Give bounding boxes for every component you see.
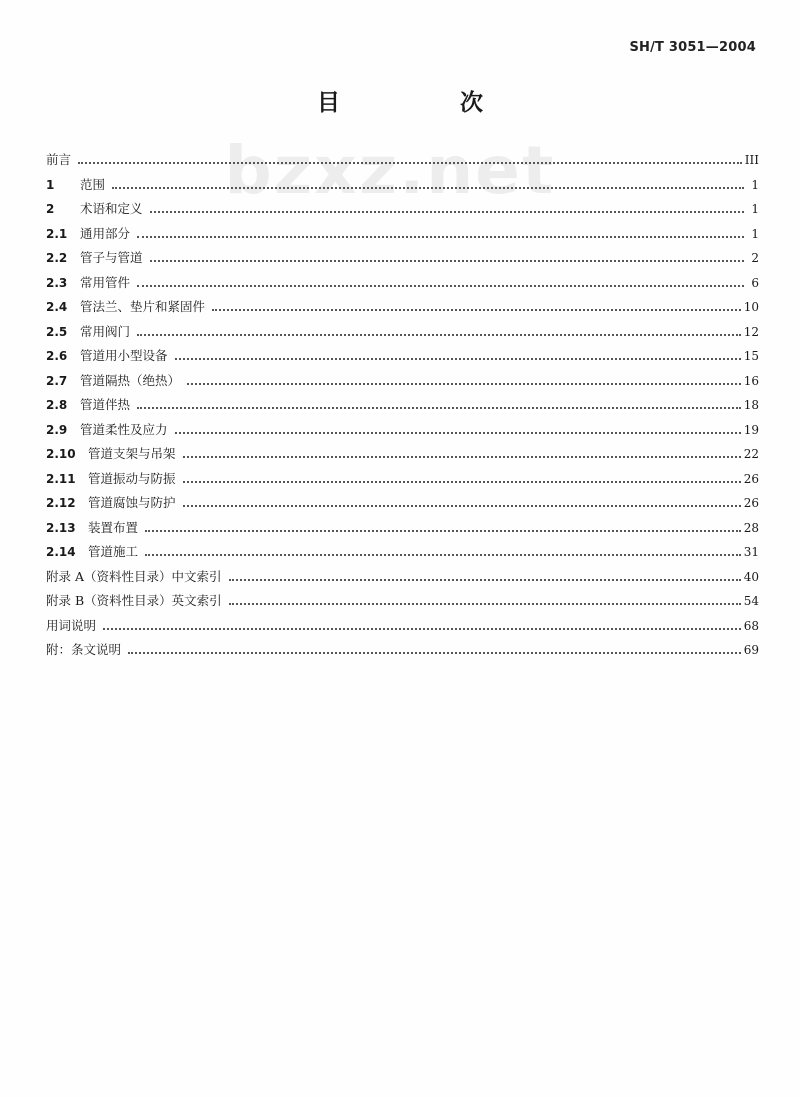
toc-entry[interactable]: [46, 295, 759, 320]
toc-entry[interactable]: [46, 271, 759, 296]
page-title: 目次: [317, 89, 603, 116]
toc-entry-page: III: [744, 153, 759, 167]
toc-entry-title: 管道腐蚀与防护: [88, 495, 176, 510]
toc-dot-leader: [175, 358, 741, 360]
toc-entry-number: 2.5: [46, 324, 68, 339]
toc-entry-number: 2.14: [46, 545, 76, 559]
toc-entry[interactable]: [46, 320, 759, 345]
toc-dot-leader: [112, 187, 744, 189]
toc-entry-number: 2.13: [46, 520, 76, 535]
toc-entry-title: 管道柔性及应力: [80, 421, 168, 437]
toc-entry-title: 常用阀门: [80, 323, 131, 339]
toc-entry-title: 管道施工: [88, 544, 139, 559]
toc-entry-page: 10: [743, 300, 759, 314]
toc-entry-title: 装置布置: [88, 519, 139, 535]
standard-code: SH/T 3051—2004: [629, 40, 756, 55]
toc-entry-page: 2: [751, 251, 759, 265]
toc-dot-leader: [229, 603, 741, 605]
toc-entry[interactable]: [46, 589, 759, 614]
toc-entry-title: 管道用小型设备: [80, 348, 168, 363]
toc-entry[interactable]: [46, 491, 759, 516]
toc-entry-title: 附录 B（资料性目录）英文索引: [46, 593, 222, 608]
toc-entry[interactable]: [46, 638, 759, 663]
toc-entry-number: 2.2: [46, 251, 68, 265]
toc-entry[interactable]: [46, 467, 759, 492]
toc-entry-number: 2.8: [46, 398, 68, 412]
toc-entry[interactable]: [46, 173, 759, 198]
toc-entry-page: 1: [751, 177, 759, 192]
toc-entry-title: 管子与管道: [80, 250, 143, 265]
toc-entry-page: 6: [751, 275, 759, 290]
toc-dot-leader: [103, 628, 741, 630]
toc-entry-page: 31: [743, 545, 759, 559]
toc-entry-page: 54: [743, 594, 759, 608]
toc-entry-title: 范围: [80, 176, 106, 192]
toc-dot-leader: [128, 652, 741, 654]
toc-entry[interactable]: [46, 565, 759, 590]
toc-entry[interactable]: [46, 614, 759, 639]
toc-dot-leader: [229, 579, 741, 581]
toc-entry-page: 26: [743, 471, 759, 486]
toc-entry-page: 69: [743, 643, 759, 657]
toc-dot-leader: [137, 407, 741, 409]
toc-entry-page: 22: [743, 447, 759, 461]
toc-entry[interactable]: [46, 148, 759, 173]
toc-entry-number: 2.10: [46, 447, 76, 461]
toc-entry-title: 附录 A（资料性目录）中文索引: [46, 568, 222, 584]
toc-entry-page: 19: [743, 422, 759, 437]
toc-entry-number: 2.3: [46, 275, 68, 290]
toc-entry-title: 管道振动与防振: [88, 470, 176, 486]
toc-entry[interactable]: [46, 393, 759, 418]
toc-entry-title: 管法兰、垫片和紧固件: [80, 299, 206, 314]
toc-dot-leader: [150, 211, 744, 213]
toc-entry-page: 26: [743, 496, 759, 510]
toc-dot-leader: [175, 432, 741, 434]
toc-entry[interactable]: [46, 369, 759, 394]
toc-dot-leader: [187, 383, 741, 385]
table-of-contents: [46, 148, 759, 663]
toc-entry-title: 管道伴热: [80, 397, 131, 412]
toc-entry-title: 术语和定义: [80, 201, 143, 216]
toc-entry-title: 管道隔热（绝热）: [80, 372, 181, 388]
toc-entry-page: 16: [743, 373, 759, 388]
toc-entry[interactable]: [46, 540, 759, 565]
toc-dot-leader: [145, 530, 741, 532]
toc-entry-title: 附：条文说明: [46, 642, 122, 657]
toc-entry-number: 1: [46, 177, 55, 192]
toc-entry-title: 用词说明: [46, 617, 97, 633]
toc-entry[interactable]: [46, 344, 759, 369]
toc-entry-title: 前言: [46, 152, 72, 167]
toc-entry[interactable]: [46, 418, 759, 443]
toc-dot-leader: [145, 554, 741, 556]
toc-dot-leader: [78, 162, 742, 164]
toc-entry-page: 68: [743, 618, 759, 633]
toc-entry-number: 2: [46, 202, 55, 216]
toc-entry-number: 2.4: [46, 300, 68, 314]
toc-entry[interactable]: [46, 516, 759, 541]
toc-dot-leader: [150, 260, 744, 262]
toc-entry-number: 2.6: [46, 349, 68, 363]
toc-entry-title: 管道支架与吊架: [88, 446, 176, 461]
toc-entry-page: 1: [751, 226, 759, 241]
toc-dot-leader: [183, 505, 741, 507]
toc-entry-page: 40: [743, 569, 759, 584]
toc-entry-page: 12: [743, 324, 759, 339]
toc-entry[interactable]: [46, 246, 759, 271]
toc-entry[interactable]: [46, 442, 759, 467]
watermark: bzxz.net: [224, 132, 556, 209]
toc-entry-number: 2.11: [46, 471, 76, 486]
toc-dot-leader: [212, 309, 741, 311]
toc-dot-leader: [137, 285, 744, 287]
toc-entry-number: 2.7: [46, 373, 68, 388]
toc-dot-leader: [183, 456, 741, 458]
toc-entry-number: 2.12: [46, 496, 76, 510]
toc-dot-leader: [137, 334, 741, 336]
toc-dot-leader: [183, 481, 741, 483]
toc-entry-page: 15: [743, 349, 759, 363]
toc-entry-number: 2.9: [46, 422, 68, 437]
toc-entry-title: 通用部分: [80, 225, 131, 241]
toc-entry[interactable]: [46, 197, 759, 222]
toc-entry[interactable]: [46, 222, 759, 247]
toc-entry-page: 28: [743, 520, 759, 535]
toc-entry-page: 1: [751, 202, 759, 216]
toc-entry-page: 18: [743, 398, 759, 412]
toc-entry-title: 常用管件: [80, 274, 131, 290]
toc-dot-leader: [137, 236, 744, 238]
toc-entry-number: 2.1: [46, 226, 68, 241]
